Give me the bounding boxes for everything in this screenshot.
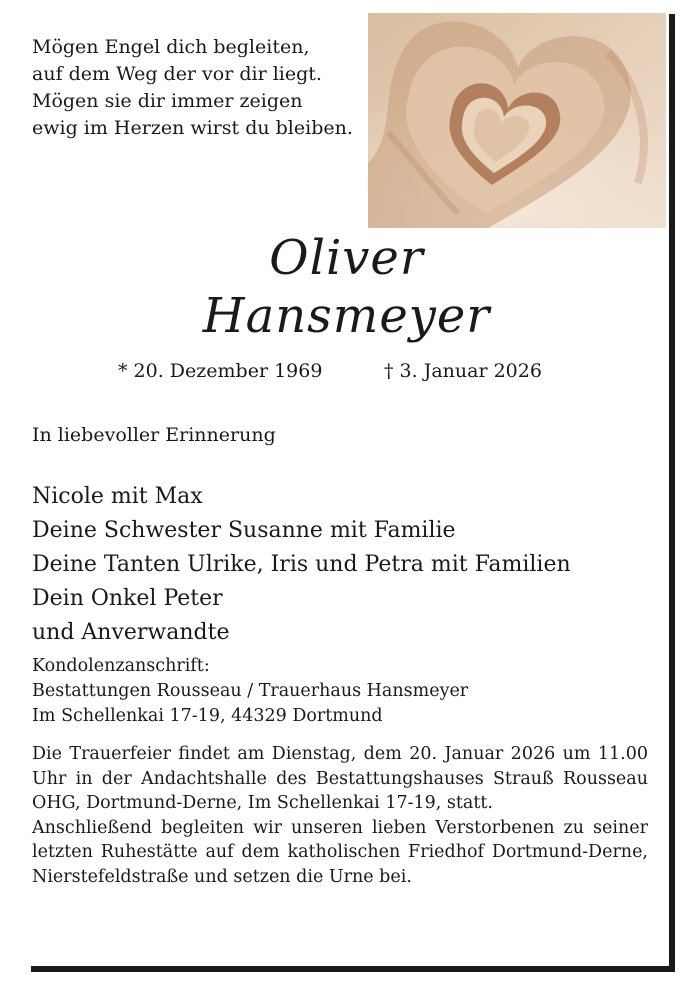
frame-border-right [669, 14, 675, 972]
deceased-last-name: Hansmeyer [202, 288, 491, 344]
condolence-line: Bestattungen Rousseau / Trauerhaus Hansmeyer [32, 681, 469, 701]
mourner-line: Dein Onkel Peter [32, 586, 223, 611]
condolence-address [32, 654, 468, 729]
poem-line: Mögen Engel dich begleiten, [32, 36, 310, 58]
mourner-line: und Anverwandte [32, 620, 230, 645]
mourner-line: Nicole mit Max [32, 484, 203, 509]
condolence-heading: Kondolenzanschrift: [32, 656, 210, 676]
deceased-first-name: Oliver [269, 230, 424, 286]
heart-in-sand-photo [368, 13, 666, 228]
mourner-line: Deine Schwester Susanne mit Familie [32, 518, 456, 543]
mourner-line: Deine Tanten Ulrike, Iris und Petra mit Familien [32, 552, 571, 577]
birth-date: * 20. Dezember 1969 [118, 360, 323, 382]
poem-line: Mögen sie dir immer zeigen [32, 90, 303, 112]
ceremony-text [32, 742, 648, 889]
death-date: † 3. Januar 2026 [384, 360, 542, 382]
frame-border-bottom [31, 966, 675, 972]
condolence-line: Im Schellenkai 17-19, 44329 Dortmund [32, 706, 383, 726]
poem-line: ewig im Herzen wirst du bleiben. [32, 117, 353, 139]
poem [32, 34, 353, 142]
memory-line: In liebevoller Erinnerung [32, 424, 276, 446]
ceremony-paragraph: Anschließend begleiten wir unseren lieben Verstorbenen zu seiner letzten Ruhestätte auf dem katholischen Friedhof Dortmund-Derne, Nierstefeldstraße und setzen die Urne bei. [32, 817, 648, 887]
poem-line: auf dem Weg der vor dir liegt. [32, 63, 322, 85]
ceremony-paragraph: Die Trauerfeier findet am Dienstag, dem 20. Januar 2026 um 11.00 Uhr in der Andachtshalle des Bestattungshauses Strauß Rousseau OHG, Dortmund-Derne, Im Schellenkai 17-19, statt. [32, 744, 648, 813]
mourners-list [32, 480, 571, 650]
